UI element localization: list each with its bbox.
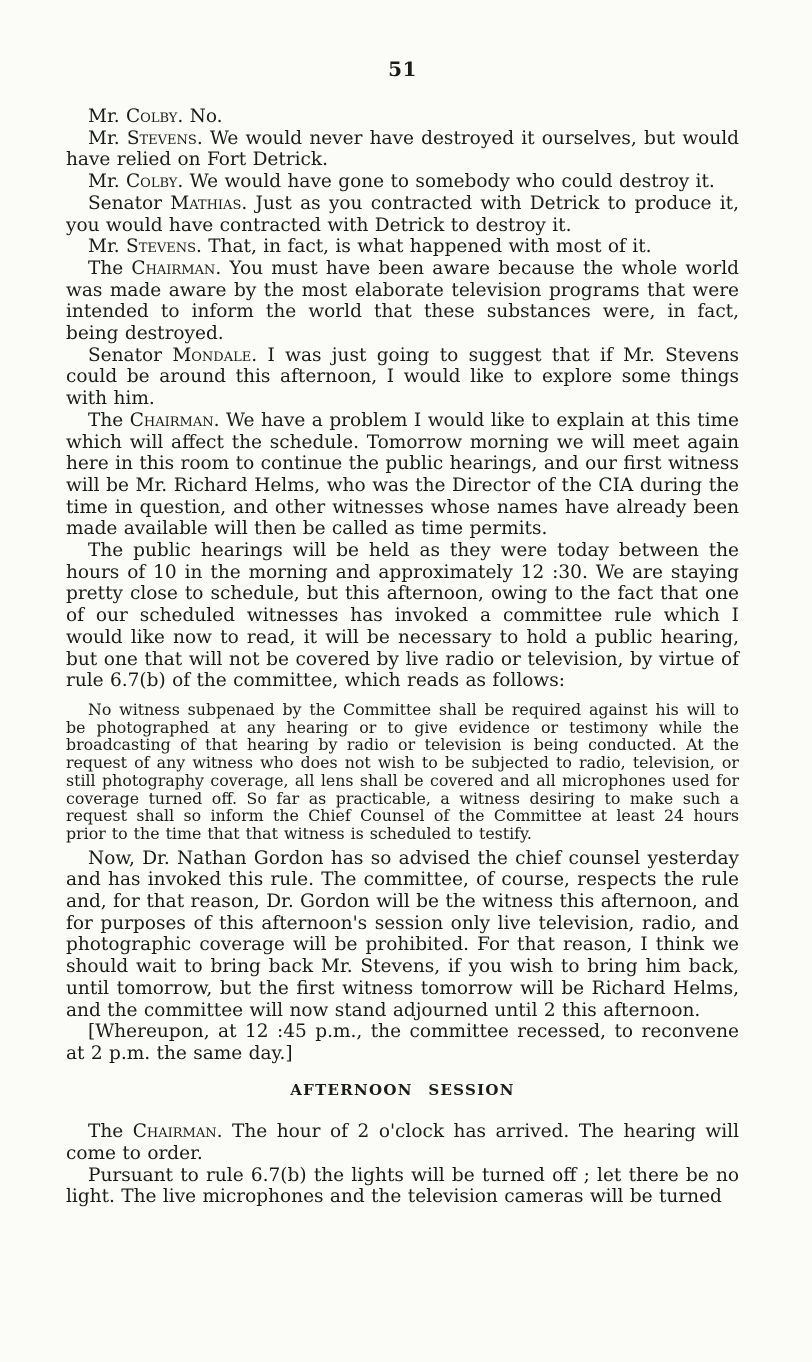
speaker-name: Colby	[126, 106, 178, 127]
paragraph	[66, 171, 739, 193]
speech-text: . We would never have destroyed it ourselves, but would have relied on Fort Detrick.	[66, 127, 739, 171]
paragraph	[66, 1165, 739, 1208]
paragraph	[66, 193, 739, 236]
speech-text: . I was just going to suggest that if Mr. Stevens could be around this afternoon, I would like to explore some things with him.	[66, 344, 739, 410]
speaker-name: Chairman	[129, 409, 214, 431]
speech-prefix: The	[88, 257, 132, 279]
paragraph	[66, 236, 739, 258]
speaker-name: Chairman	[132, 1121, 217, 1143]
speech-prefix: Mr.	[88, 127, 127, 149]
speaker-name: Mondale	[172, 344, 252, 366]
speech-text: . The hour of 2 o'clock has arrived. The hearing will come to order.	[66, 1121, 739, 1165]
speech-prefix: Mr.	[88, 106, 127, 127]
paragraph	[66, 410, 739, 540]
paragraph	[66, 540, 739, 692]
speech-text: Pursuant to rule 6.7(b) the lights will be turned off ; let there be no light. The live microphones and the television cameras will be turned	[66, 1164, 739, 1208]
paragraph	[66, 1121, 739, 1164]
speech-text: Now, Dr. Nathan Gordon has so advised the chief counsel yesterday and has invoked this rule. The committee, of course, respects the rule and, for that reason, Dr. Gordon will be the witness this afternoon, and for purposes of this afternoon's session only live television, radio, and photographic coverage will be prohibited. For that reason, I think we should wait to bring back Mr. Stevens, if you wish to bring him back, until tomorrow, but the first witness tomorrow will be Richard Helms, and the committee will now stand adjourned until 2 this afternoon.	[66, 847, 739, 1021]
speech-text: The public hearings will be held as they were today between the hours of 10 in the morning and approximately 12 :30. We are staying pretty close to schedule, but this afternoon, owing to the fact that one of our scheduled witnesses has invoked a committee rule which I would like now to read, it will be necessary to hold a public hearing, but one that will not be covered by live radio or television, by virtue of rule 6.7(b) of the committee, which reads as follows:	[66, 540, 739, 692]
stage-direction	[66, 1021, 739, 1064]
speech-prefix: Senator	[88, 344, 173, 366]
paragraph	[66, 258, 739, 345]
session-heading: AFTERNOON SESSION	[290, 1080, 515, 1099]
paragraph	[66, 128, 739, 171]
speaker-name: Stevens	[126, 236, 197, 258]
stage-text: [Whereupon, at 12 :45 p.m., the committee recessed, to reconvene at 2 p.m. the same day.]	[66, 1021, 739, 1064]
speech-text: . That, in fact, is what happened with most of it.	[196, 236, 652, 258]
speaker-name: Mathias	[170, 192, 242, 214]
speech-prefix: Mr.	[88, 236, 127, 258]
speech-text: . Just as you contracted with Detrick to produce it, you would have contracted with Detrick to destroy it.	[66, 192, 739, 236]
speech-text: . No.	[177, 106, 223, 127]
quote-block	[66, 701, 739, 843]
paragraph	[66, 345, 739, 410]
speaker-name: Stevens	[126, 127, 197, 149]
speech-prefix: Senator	[88, 192, 171, 214]
paragraph	[66, 848, 739, 1022]
speech-prefix: Mr.	[88, 171, 127, 193]
speech-text: . We have a problem I would like to explain at this time which will affect the schedule. Tomorrow morning we will meet again here in this room to continue the public hearings, and our first witness will be Mr. Richard Helms, who was the Director of the CIA during the time in question, and other witnesses whose names have already been made available will then be called as time permits.	[66, 409, 740, 540]
speaker-name: Chairman	[131, 257, 216, 279]
page-number: 51	[388, 57, 417, 81]
speech-prefix: The	[88, 1121, 133, 1143]
speech-text: . You must have been aware because the whole world was made aware by the most elaborate television programs that were intended to inform the world that these substances were, in fact, being destroyed.	[66, 257, 739, 345]
paragraph	[66, 106, 739, 128]
speech-text: . We would have gone to somebody who could destroy it.	[177, 171, 715, 193]
speaker-name: Colby	[126, 171, 178, 193]
quote-text: No witness subpenaed by the Committee shall be required against his will to be photographed at any hearing or to give evidence or testimony while the broadcasting of that hearing by radio or television is being conducted. At the request of any witness who does not wish to be subjected to radio, television, or still photography coverage, all lens shall be covered and all microphones used for coverage turned off. So far as practicable, a witness desiring to make such a request shall so inform the Chief Counsel of the Committee at least 24 hours prior to the time that that witness is scheduled to testify.	[66, 699, 739, 843]
speech-prefix: The	[88, 409, 130, 431]
